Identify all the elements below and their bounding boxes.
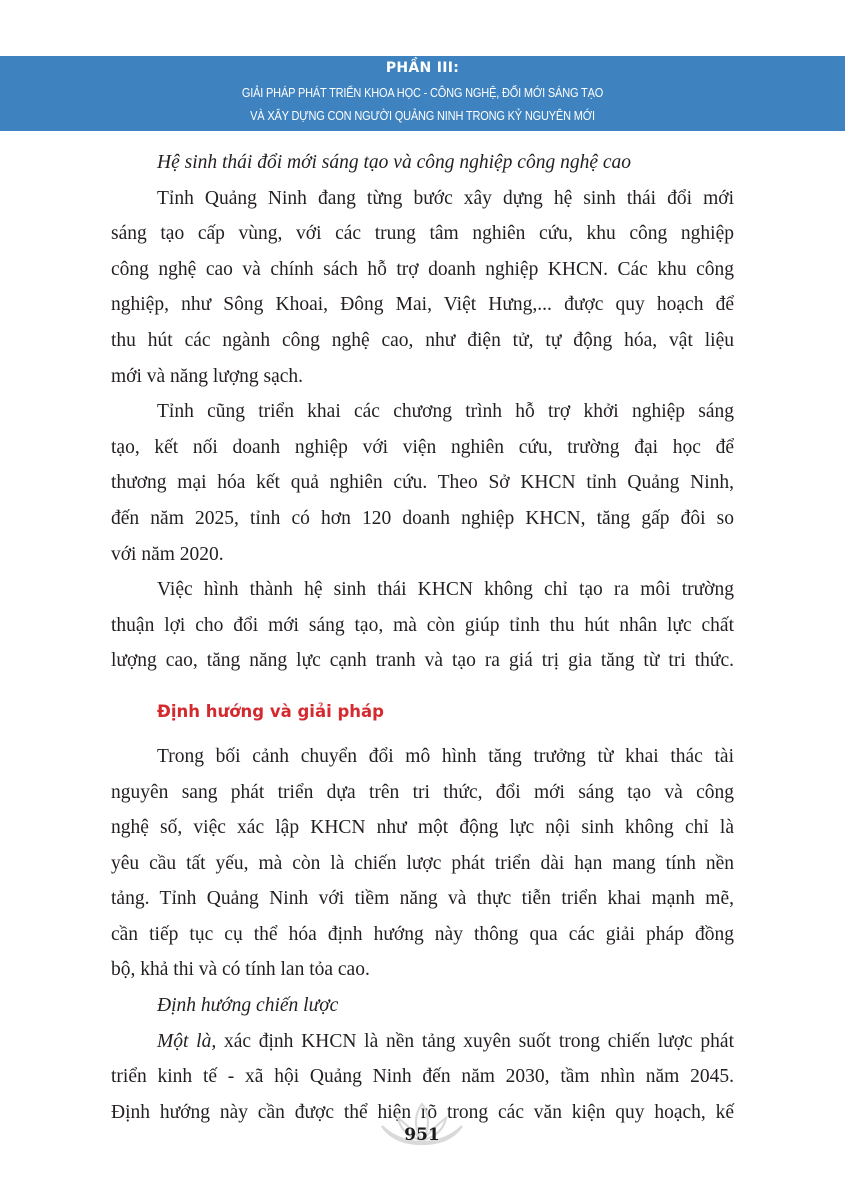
part-title: PHẦN III: [385, 60, 460, 76]
paragraph-line-rest: xác định KHCN là nền tảng xuyên suốt trong chiến lược phát [216, 1030, 734, 1052]
paragraph-line: sáng tạo cấp vùng, với các trung tâm nghiên cứu, khu công nghiệp [111, 223, 734, 245]
paragraph-line: tạo, kết nối doanh nghiệp với viện nghiên cứu, trường đại học để [111, 436, 734, 458]
paragraph-line: cần tiếp tục cụ thể hóa định hướng này thông qua các giải pháp đồng [111, 923, 734, 945]
paragraph-line: Định hướng này cần được thể hiện rõ trong các văn kiện quy hoạch, kế [111, 1101, 734, 1123]
paragraph-line: với năm 2020. [111, 543, 224, 565]
page-footer [372, 1100, 472, 1160]
paragraph-line: yêu cầu tất yếu, mà còn là chiến lược phát triển dài hạn mang tính nền [111, 852, 734, 874]
subheading-ecosystem: Hệ sinh thái đổi mới sáng tạo và công nghiệp công nghệ cao [157, 152, 632, 173]
paragraph-line: thu hút các ngành công nghệ cao, như điện tử, tự động hóa, vật liệu [111, 329, 734, 351]
chapter-header-band [0, 56, 845, 131]
paragraph-line: tảng. Tỉnh Quảng Ninh với tiềm năng và thực tiễn triển khai mạnh mẽ, [111, 888, 734, 910]
paragraph-line: nghiệp, như Sông Khoai, Đông Mai, Việt Hưng,... được quy hoạch để [111, 294, 734, 316]
page-number: 951 [404, 1125, 440, 1145]
paragraph-line: nguyên sang phát triển dựa trên tri thức, đổi mới sáng tạo và công [111, 781, 734, 803]
paragraph-1 [111, 181, 734, 395]
paragraph-line [111, 1024, 734, 1060]
paragraph-line: thương mại hóa kết quả nghiên cứu. Theo Sở KHCN tỉnh Quảng Ninh, [111, 472, 734, 494]
part-subtitle-line-1: GIẢI PHÁP PHÁT TRIỂN KHOA HỌC - CÔNG NGHỆ, ĐỔI MỚI SÁNG TẠO [241, 86, 604, 100]
paragraph-line: thuận lợi cho đổi mới sáng tạo, mà còn giúp tỉnh thu hút nhân lực chất [111, 614, 734, 636]
paragraph-2 [111, 394, 734, 572]
paragraph-line: nghệ số, việc xác lập KHCN như một động lực nội sinh không chỉ là [111, 817, 734, 839]
paragraph-line: triển kinh tế - xã hội Quảng Ninh đến năm 2030, tầm nhìn năm 2045. [111, 1066, 734, 1088]
paragraph-line: Tỉnh Quảng Ninh đang từng bước xây dựng hệ sinh thái đổi mới [157, 187, 734, 209]
part-subtitle-line-2: VÀ XÂY DỰNG CON NGƯỜI QUẢNG NINH TRONG KỶ NGUYÊN MỚI [250, 109, 595, 123]
paragraph-line: Việc hình thành hệ sinh thái KHCN không chỉ tạo ra môi trường [157, 579, 734, 601]
paragraph-4 [111, 739, 734, 988]
paragraph-line: mới và năng lượng sạch. [111, 365, 304, 387]
paragraph-3 [111, 572, 734, 679]
paragraph-line: bộ, khả thi và có tính lan tỏa cao. [111, 959, 370, 981]
subheading-strategic-orientation: Định hướng chiến lược [157, 995, 339, 1017]
paragraph-line: công nghệ cao và chính sách hỗ trợ doanh nghiệp KHCN. Các khu công [111, 258, 734, 280]
paragraph-line: lượng cao, tăng năng lực cạnh tranh và tạo ra giá trị gia tăng từ tri thức. [111, 650, 734, 672]
section-heading: Định hướng và giải pháp [157, 701, 384, 721]
paragraph-line: đến năm 2025, tỉnh có hơn 120 doanh nghiệp KHCN, tăng gấp đôi so [111, 507, 734, 529]
paragraph-line: Trong bối cảnh chuyển đổi mô hình tăng trưởng từ khai thác tài [157, 745, 734, 767]
list-lead: Một là, [157, 1030, 217, 1052]
paragraph-line: Tỉnh cũng triển khai các chương trình hỗ trợ khởi nghiệp sáng [157, 401, 734, 423]
page-body [111, 145, 734, 1130]
